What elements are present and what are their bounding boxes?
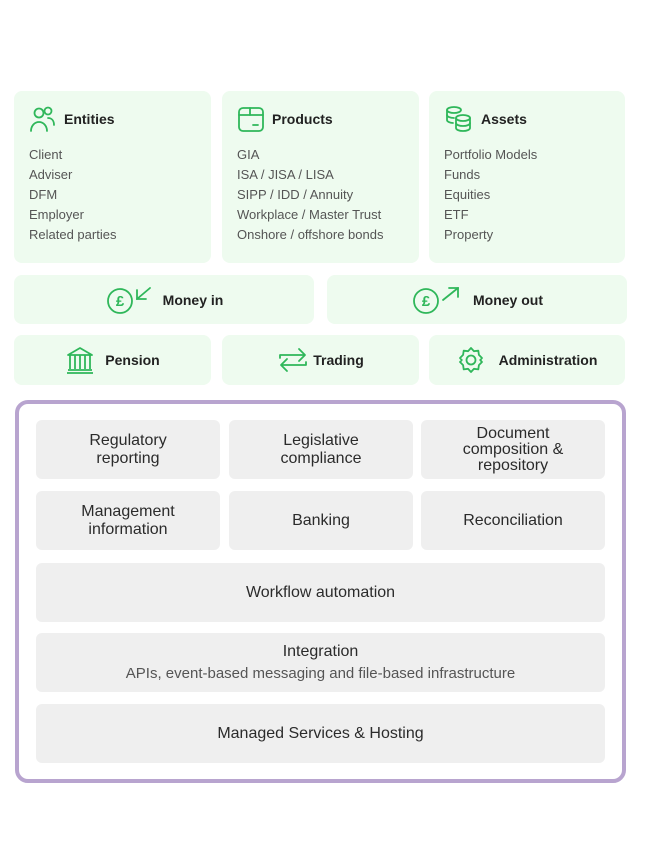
products-title: Products — [272, 111, 333, 127]
management-information-box — [36, 491, 220, 550]
managed-services-label: Managed Services & Hosting — [217, 724, 424, 742]
banking-box — [229, 491, 413, 550]
list-item: Onshore / offshore bonds — [237, 227, 384, 242]
entities-card — [14, 91, 211, 263]
regulatory-line-2: reporting — [96, 449, 160, 467]
svg-text:£: £ — [421, 292, 431, 310]
money-in-label: Money in — [162, 291, 224, 308]
assets-card — [429, 91, 625, 263]
legislative-compliance-box — [229, 420, 413, 479]
managed-services-box — [36, 704, 605, 763]
regulatory-line-1: Regulatory — [89, 431, 167, 449]
bank-icon — [65, 345, 95, 375]
integration-title: Integration — [282, 642, 359, 660]
list-item: Workplace / Master Trust — [237, 207, 382, 222]
assets-list — [444, 145, 611, 245]
assets-title: Assets — [481, 111, 527, 127]
box-icon — [236, 105, 264, 133]
pound-in-icon — [105, 284, 155, 316]
banking-label: Banking — [292, 511, 350, 529]
list-item: Portfolio Models — [444, 147, 538, 162]
list-item: Client — [29, 147, 63, 162]
products-card — [222, 91, 419, 263]
legislative-line-1: Legislative — [283, 431, 359, 449]
platform-frame — [15, 400, 626, 783]
integration-box — [36, 633, 605, 692]
money-out-label: Money out — [473, 291, 543, 308]
gear-icon — [457, 346, 485, 374]
workflow-label: Workflow automation — [245, 583, 396, 601]
document-line-3: repository — [477, 456, 549, 474]
list-item: DFM — [29, 187, 58, 202]
pound-out-icon — [411, 284, 465, 316]
list-item: Related parties — [29, 227, 117, 242]
list-item: ISA / JISA / LISA — [237, 167, 334, 182]
workflow-automation-box — [36, 563, 605, 622]
list-item: SIPP / IDD / Annuity — [237, 187, 354, 202]
list-item: GIA — [237, 147, 260, 162]
list-item: Adviser — [29, 167, 73, 182]
pension-box — [14, 335, 211, 385]
products-list — [237, 145, 405, 245]
administration-box — [429, 335, 625, 385]
list-item: Equities — [444, 187, 491, 202]
money-in-box — [14, 275, 314, 324]
reconciliation-box — [421, 491, 605, 550]
list-item: Employer — [29, 207, 84, 222]
reconciliation-label: Reconciliation — [463, 511, 563, 529]
legislative-line-2: compliance — [280, 449, 362, 467]
svg-text:£: £ — [115, 292, 124, 310]
document-line-1: Document — [476, 424, 550, 442]
administration-label: Administration — [498, 352, 598, 368]
pension-label: Pension — [105, 352, 160, 368]
entities-list — [29, 145, 197, 245]
integration-subtitle: APIs, event-based messaging and file-based infrastructure — [125, 664, 516, 682]
management-line-2: information — [88, 520, 168, 538]
swap-arrows-icon — [277, 345, 309, 375]
list-item: Property — [444, 227, 494, 242]
regulatory-reporting-box — [36, 420, 220, 479]
entities-title: Entities — [64, 111, 115, 127]
document-line-2: composition & — [462, 440, 564, 458]
list-item: Funds — [444, 167, 481, 182]
document-repository-box — [421, 420, 605, 479]
trading-label: Trading — [313, 352, 364, 368]
coins-stack-icon — [443, 105, 473, 133]
trading-box — [222, 335, 419, 385]
list-item: ETF — [444, 207, 469, 222]
management-line-1: Management — [81, 502, 175, 520]
people-icon — [28, 105, 56, 133]
money-out-box — [327, 275, 627, 324]
